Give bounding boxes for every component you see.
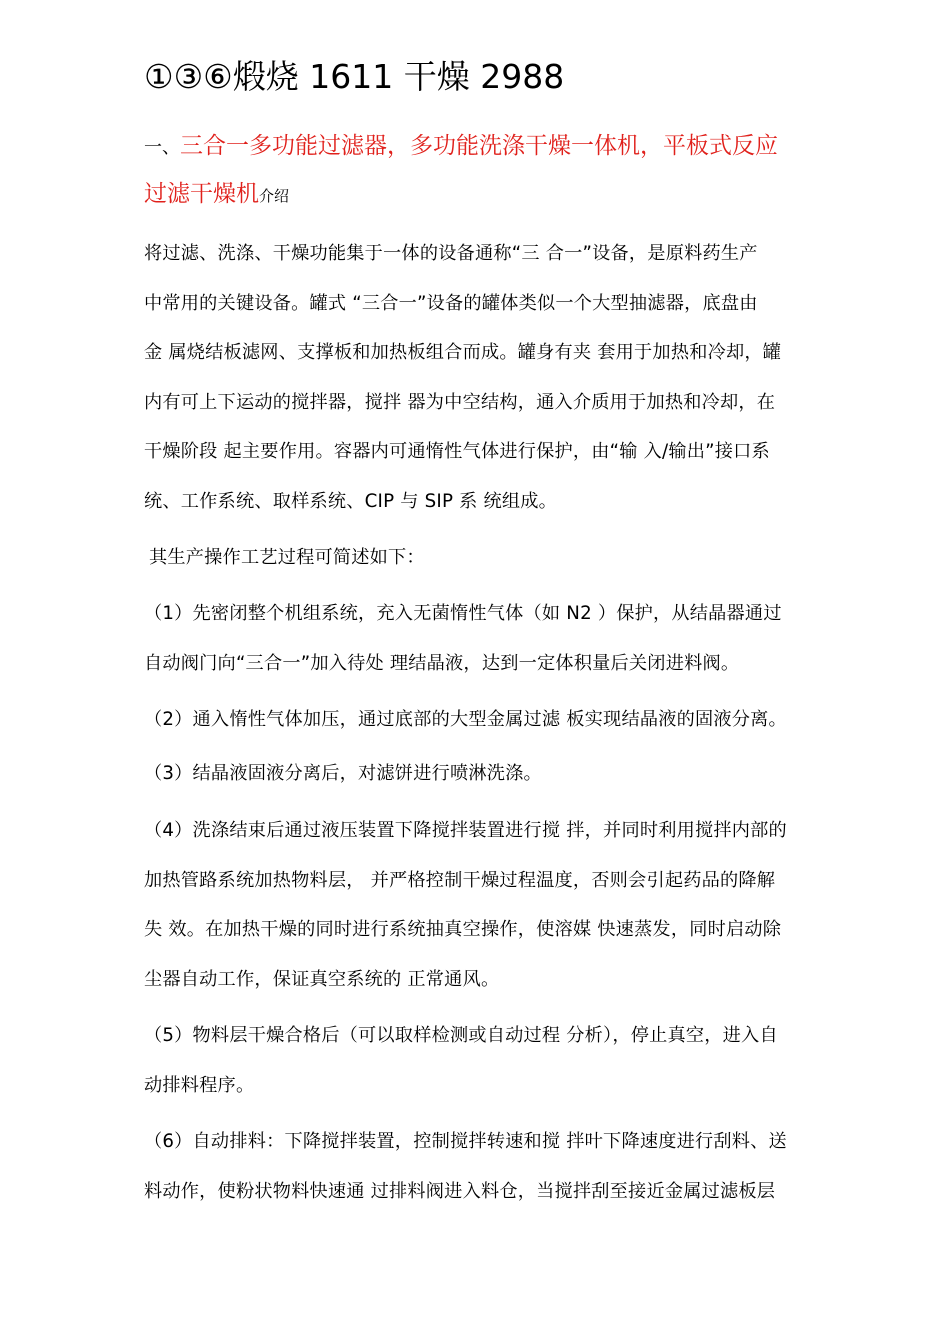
paragraph-line: 统、工作系统、取样系统、CIP 与 SIP 系 统组成。 — [144, 490, 558, 512]
paragraph-line: 动排料程序。 — [144, 1074, 255, 1096]
paragraph-line: 失 效。在加热干燥的同时进行系统抽真空操作，使溶媒 快速蒸发，同时启动除 — [144, 919, 782, 941]
paragraph-line: 将过滤、洗涤、干燥功能集于一体的设备通称“三 合一”设备，是原料药生产 — [144, 243, 758, 264]
paragraph-line: （2）通入惰性气体加压，通过底部的大型金属过滤 板实现结晶液的固液分离。 — [144, 709, 787, 730]
step-2 — [144, 695, 814, 745]
heading-prefix: 一、 — [144, 137, 180, 158]
heading-text-line1: 三合一多功能过滤器，多功能洗涤干燥一体机，平板式反应 — [180, 133, 778, 159]
page-title: ①③⑥煅烧 1611 干燥 2988 — [144, 57, 565, 96]
paragraph-line: （6）自动排料：下降搅拌装置，控制搅拌转速和搅 拌叶下降速度进行刮料、送 — [144, 1131, 787, 1152]
step-6 — [144, 1117, 814, 1216]
step-3 — [144, 749, 814, 799]
paragraph-line: 自动阀门向“三合一”加入待处 理结晶液，达到一定体积量后关闭进料阀。 — [144, 652, 740, 674]
paragraph-line: 内有可上下运动的搅拌器，搅拌 器为中空结构，通入介质用于加热和冷却，在 — [144, 391, 776, 413]
process-intro — [144, 533, 819, 583]
paragraph-line: 料动作，使粉状物料快速通 过排料阀进入料仓，当搅拌刮至接近金属过滤板层 — [144, 1180, 776, 1202]
paragraph-line: 加热管路系统加热物料层， 并严格控制干燥过程温度，否则会引起药品的降解 — [144, 869, 776, 891]
step-5 — [144, 1011, 814, 1110]
heading-text-line2: 过滤干燥机 — [144, 181, 259, 207]
paragraph-line: 尘器自动工作，保证真空系统的 正常通风。 — [144, 968, 500, 990]
paragraph-line: 中常用的关键设备。罐式 “三合一”设备的罐体类似一个大型抽滤器，底盘由 — [144, 292, 758, 314]
paragraph-line: 干燥阶段 起主要作用。容器内可通惰性气体进行保护，由“输 入/输出”接口系 — [144, 441, 770, 463]
step-1 — [144, 589, 814, 688]
intro-paragraph — [144, 229, 814, 527]
paragraph-line: （4）洗涤结束后通过液压装置下降搅拌装置进行搅 拌，并同时利用搅拌内部的 — [144, 820, 787, 841]
paragraph-line: 金 属烧结板滤网、支撑板和加热板组合而成。罐身有夹 套用于加热和冷却，罐 — [144, 342, 782, 364]
section-heading — [144, 123, 814, 219]
paragraph-line: 其生产操作工艺过程可简述如下： — [149, 547, 425, 568]
paragraph-line: （1）先密闭整个机组系统，充入无菌惰性气体（如 N2 ）保护，从结晶器通过 — [144, 603, 782, 624]
paragraph-line: （3）结晶液固液分离后，对滤饼进行喷淋洗涤。 — [144, 763, 542, 784]
step-4 — [144, 806, 814, 1004]
heading-suffix: 介绍 — [259, 187, 290, 205]
paragraph-line: （5）物料层干燥合格后（可以取样检测或自动过程 分析），停止真空，进入自 — [144, 1025, 778, 1046]
